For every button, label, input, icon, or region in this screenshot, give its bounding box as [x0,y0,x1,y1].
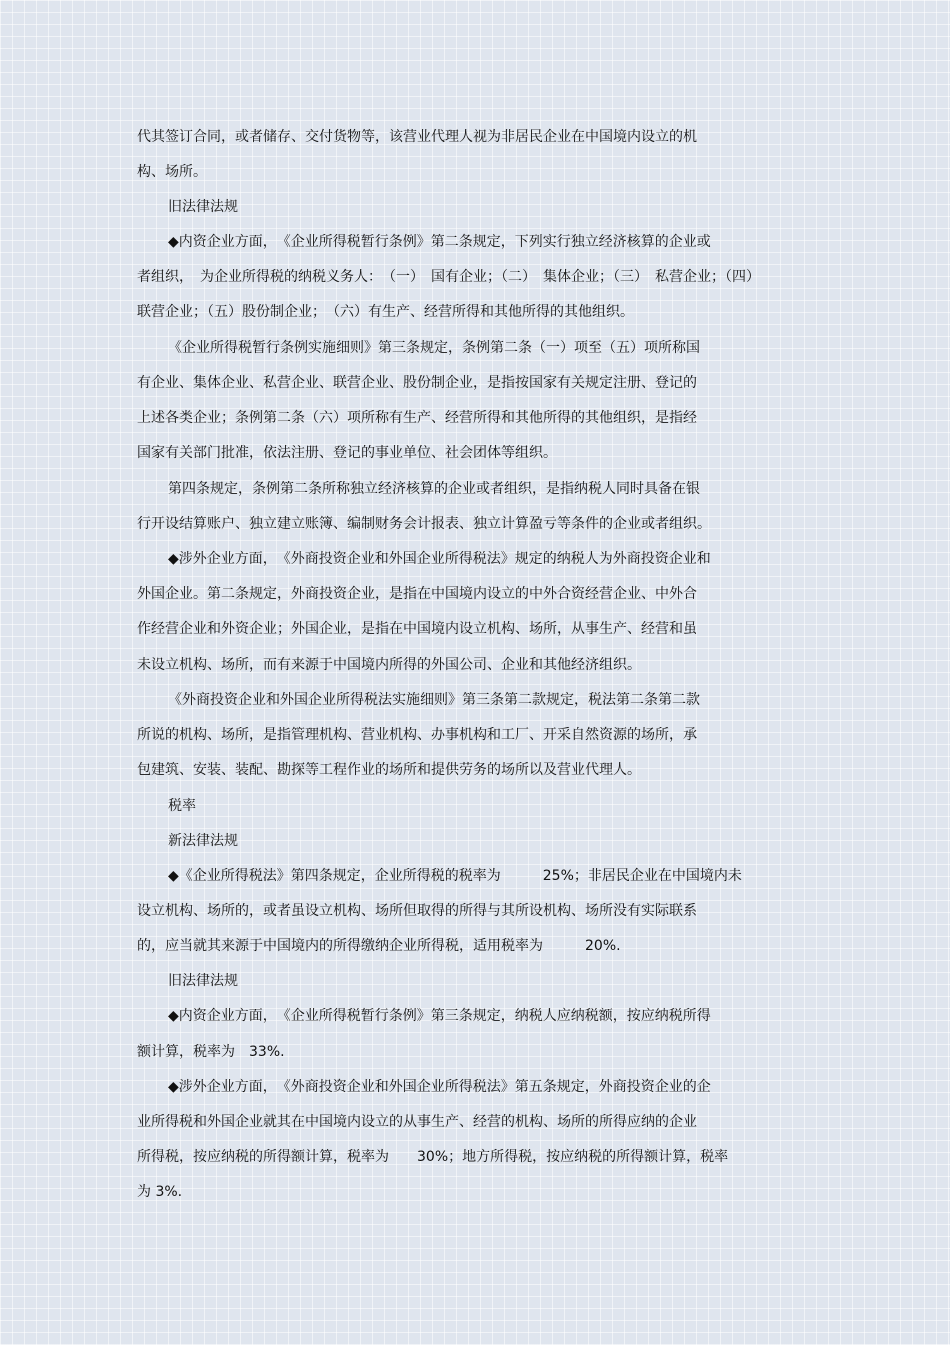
paragraph-line: 代其签订合同，或者储存、交付货物等，该营业代理人视为非居民企业在中国境内设立的机 [137,129,697,145]
section-heading: 税率 [168,798,196,814]
paragraph-line: 《外商投资企业和外国企业所得税法实施细则》第三条第二款规定，税法第二条第二款 [168,692,700,708]
paragraph-line: 所得税，按应纳税的所得额计算，税率为 30%；地方所得税，按应纳税的所得额计算，税率 [137,1149,729,1165]
paragraph-line: 国家有关部门批准，依法注册、登记的事业单位、社会团体等组织。 [137,445,557,461]
paragraph-line: 额计算，税率为 33%. [137,1044,285,1060]
paragraph-line: 构、场所。 [137,164,207,180]
paragraph-line: 行开设结算账户、独立建立账簿、编制财务会计报表、独立计算盈亏等条件的企业或者组织。 [137,516,711,532]
paragraph-line: 未设立机构、场所，而有来源于中国境内所得的外国公司、企业和其他经济组织。 [137,657,641,673]
paragraph-line: 为 3%. [137,1184,183,1200]
paragraph-line: ◆《企业所得税法》第四条规定，企业所得税的税率为 25%；非居民企业在中国境内未 [168,868,742,884]
section-heading: 新法律法规 [168,833,238,849]
paragraph-line: 设立机构、场所的，或者虽设立机构、场所但取得的所得与其所设机构、场所没有实际联系 [137,903,697,919]
paragraph-line: 的，应当就其来源于中国境内的所得缴纳企业所得税，适用税率为 20%. [137,938,621,954]
paragraph-line: 联营企业；（五）股份制企业； （六）有生产、经营所得和其他所得的其他组织。 [137,304,634,320]
paragraph-line: 有企业、集体企业、私营企业、联营企业、股份制企业，是指按国家有关规定注册、登记的 [137,375,697,391]
paragraph-line: 上述各类企业；条例第二条（六）项所称有生产、经营所得和其他所得的其他组织，是指经 [137,410,697,426]
paragraph-line: 包建筑、安装、装配、勘探等工程作业的场所和提供劳务的场所以及营业代理人。 [137,762,641,778]
paragraph-line: ◆内资企业方面， 《企业所得税暂行条例》第二条规定，下列实行独立经济核算的企业或 [168,234,711,250]
paragraph-line: ◆涉外企业方面， 《外商投资企业和外国企业所得税法》第五条规定，外商投资企业的企 [168,1079,711,1095]
section-heading: 旧法律法规 [168,973,238,989]
paragraph-line: 者组织， 为企业所得税的纳税义务人： （一） 国有企业；（二） 集体企业；（三） 私营企业；（四） [137,269,760,285]
paragraph-line: ◆涉外企业方面， 《外商投资企业和外国企业所得税法》规定的纳税人为外商投资企业和 [168,551,711,567]
paragraph-line: 所说的机构、场所，是指管理机构、营业机构、办事机构和工厂、开采自然资源的场所，承 [137,727,697,743]
paragraph-line: 作经营企业和外资企业；外国企业，是指在中国境内设立机构、场所，从事生产、经营和虽 [137,621,697,637]
section-heading: 旧法律法规 [168,199,238,215]
paragraph-line: ◆内资企业方面， 《企业所得税暂行条例》第三条规定，纳税人应纳税额，按应纳税所得 [168,1008,711,1024]
paragraph-line: 《企业所得税暂行条例实施细则》第三条规定，条例第二条（一）项至（五）项所称国 [168,340,700,356]
paragraph-line: 业所得税和外国企业就其在中国境内设立的从事生产、经营的机构、场所的所得应纳的企业 [137,1114,697,1130]
paragraph-line: 第四条规定，条例第二条所称独立经济核算的企业或者组织，是指纳税人同时具备在银 [168,481,700,497]
paragraph-line: 外国企业。第二条规定，外商投资企业，是指在中国境内设立的中外合资经营企业、中外合 [137,586,697,602]
